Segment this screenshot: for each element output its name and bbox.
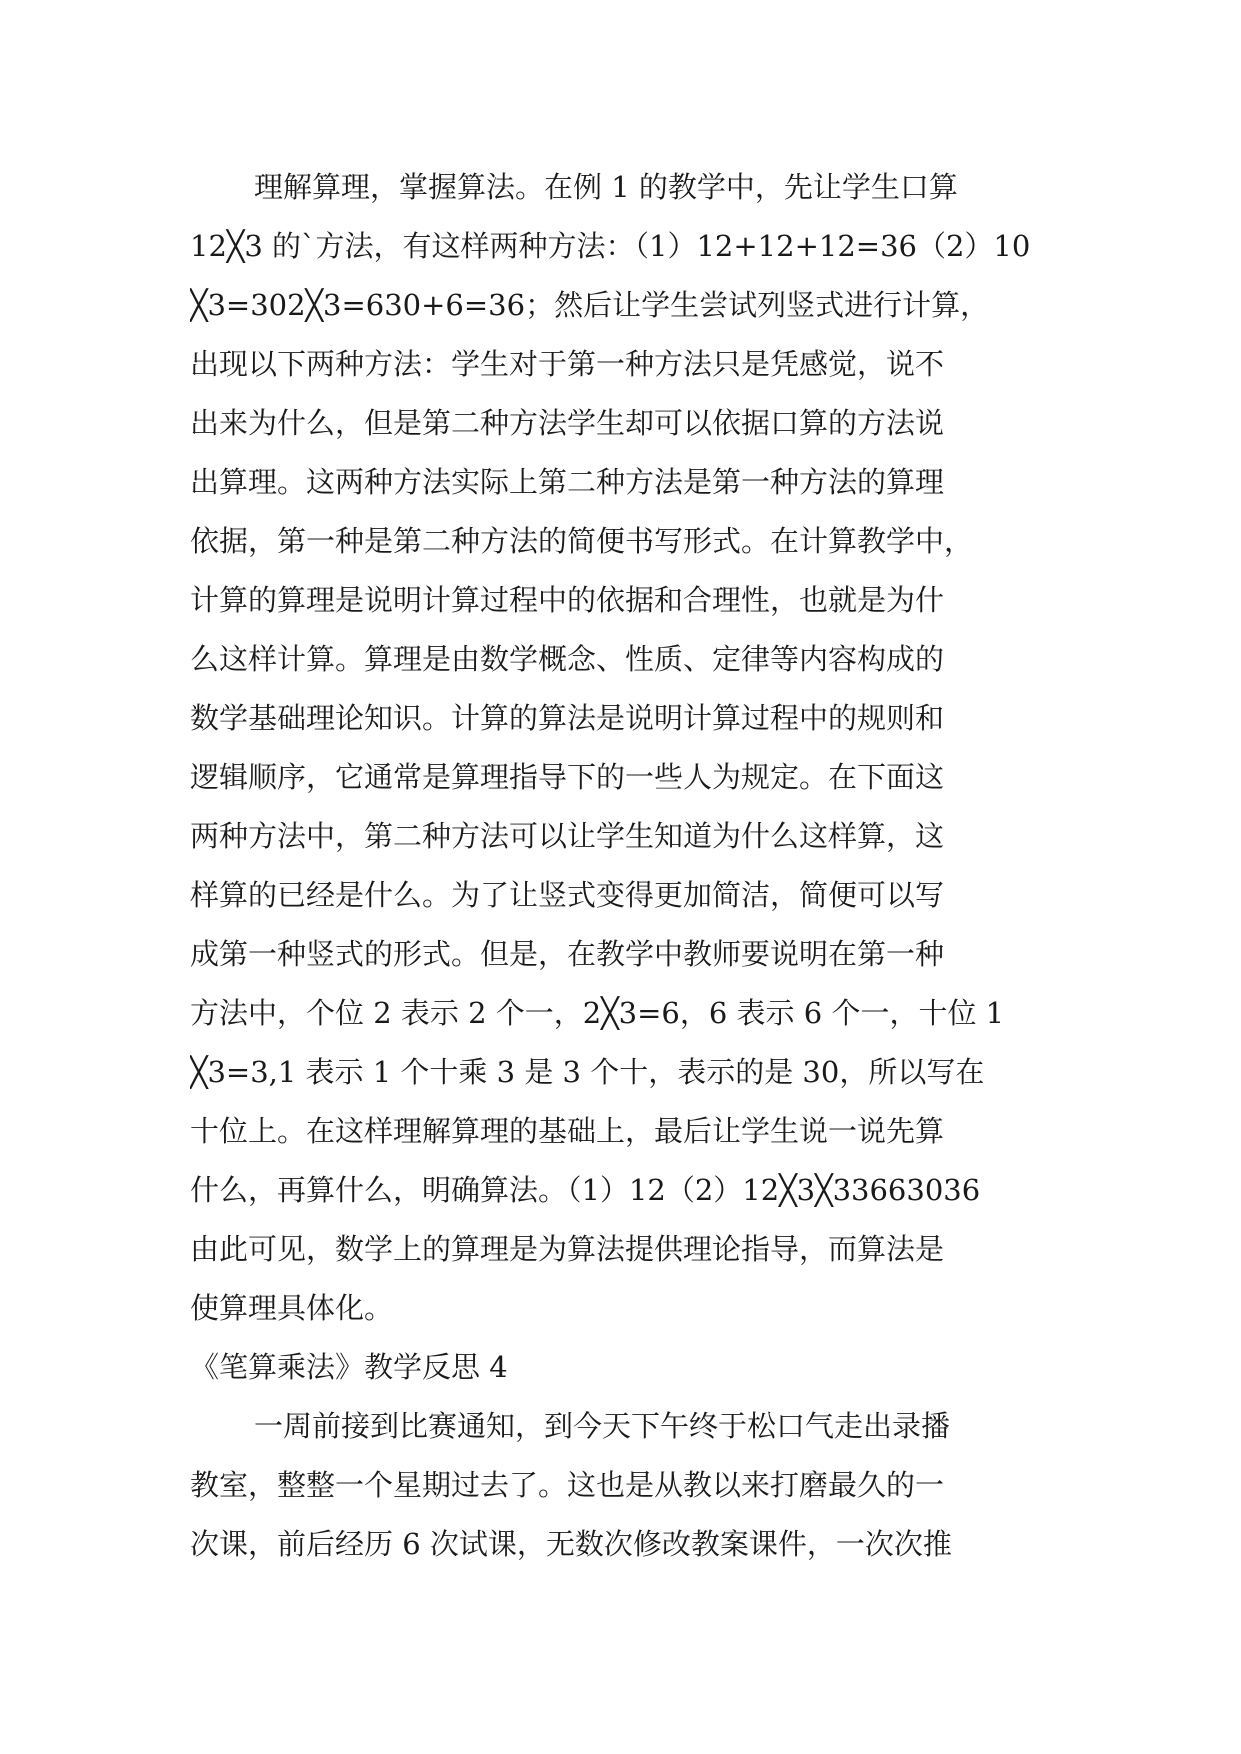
body-text [190,158,1060,1574]
text-line: 样算的已经是什么。为了让竖式变得更加简洁，简便可以写 [190,878,945,912]
text-line: 出算理。这两种方法实际上第二种方法是第一种方法的算理 [190,465,945,499]
text-line: 理解算理，掌握算法。在例 1 的教学中，先让学生口算 [254,170,958,204]
text-line: 一周前接到比赛通知，到今天下午终于松口气走出录播 [254,1409,951,1443]
text-line: 《笔算乘法》教学反思 4 [190,1350,508,1384]
text-line: 两种方法中，第二种方法可以让学生知道为什么这样算，这 [190,819,945,853]
text-line: 成第一种竖式的形式。但是，在教学中教师要说明在第一种 [190,937,945,971]
text-line: 依据，第一种是第二种方法的简便书写形式。在计算教学中， [190,524,974,558]
text-line: 么这样计算。算理是由数学概念、性质、定律等内容构成的 [190,642,945,676]
text-line: 方法中，个位 2 表示 2 个一，2╳3=6，6 表示 6 个一，十位 1 [190,996,1005,1030]
text-line: 十位上。在这样理解算理的基础上，最后让学生说一说先算 [190,1114,945,1148]
text-line: 使算理具体化。 [190,1291,394,1325]
text-line: 出现以下两种方法：学生对于第一种方法只是凭感觉，说不 [190,347,945,381]
text-line: 什么，再算什么，明确算法。（1）12（2）12╳3╳33663036 [190,1173,981,1207]
text-line: 由此可见，数学上的算理是为算法提供理论指导，而算法是 [190,1232,945,1266]
text-line: 出来为什么，但是第二种方法学生却可以依据口算的方法说 [190,406,945,440]
text-line: ╳3=3,1 表示 1 个十乘 3 是 3 个十，表示的是 30，所以写在 [190,1055,985,1089]
text-line: 计算的算理是说明计算过程中的依据和合理性，也就是为什 [190,583,945,617]
text-line: 教室，整整一个星期过去了。这也是从教以来打磨最久的一 [190,1468,945,1502]
text-line: 12╳3 的`方法，有这样两种方法：（1）12+12+12=36（2）10 [190,229,1031,263]
text-line: 次课，前后经历 6 次试课，无数次修改教案课件，一次次推 [190,1527,952,1561]
text-line: 数学基础理论知识。计算的算法是说明计算过程中的规则和 [190,701,945,735]
text-line: ╳3=302╳3=630+6=36；然后让学生尝试列竖式进行计算， [190,288,990,322]
text-line: 逻辑顺序，它通常是算理指导下的一些人为规定。在下面这 [190,760,945,794]
